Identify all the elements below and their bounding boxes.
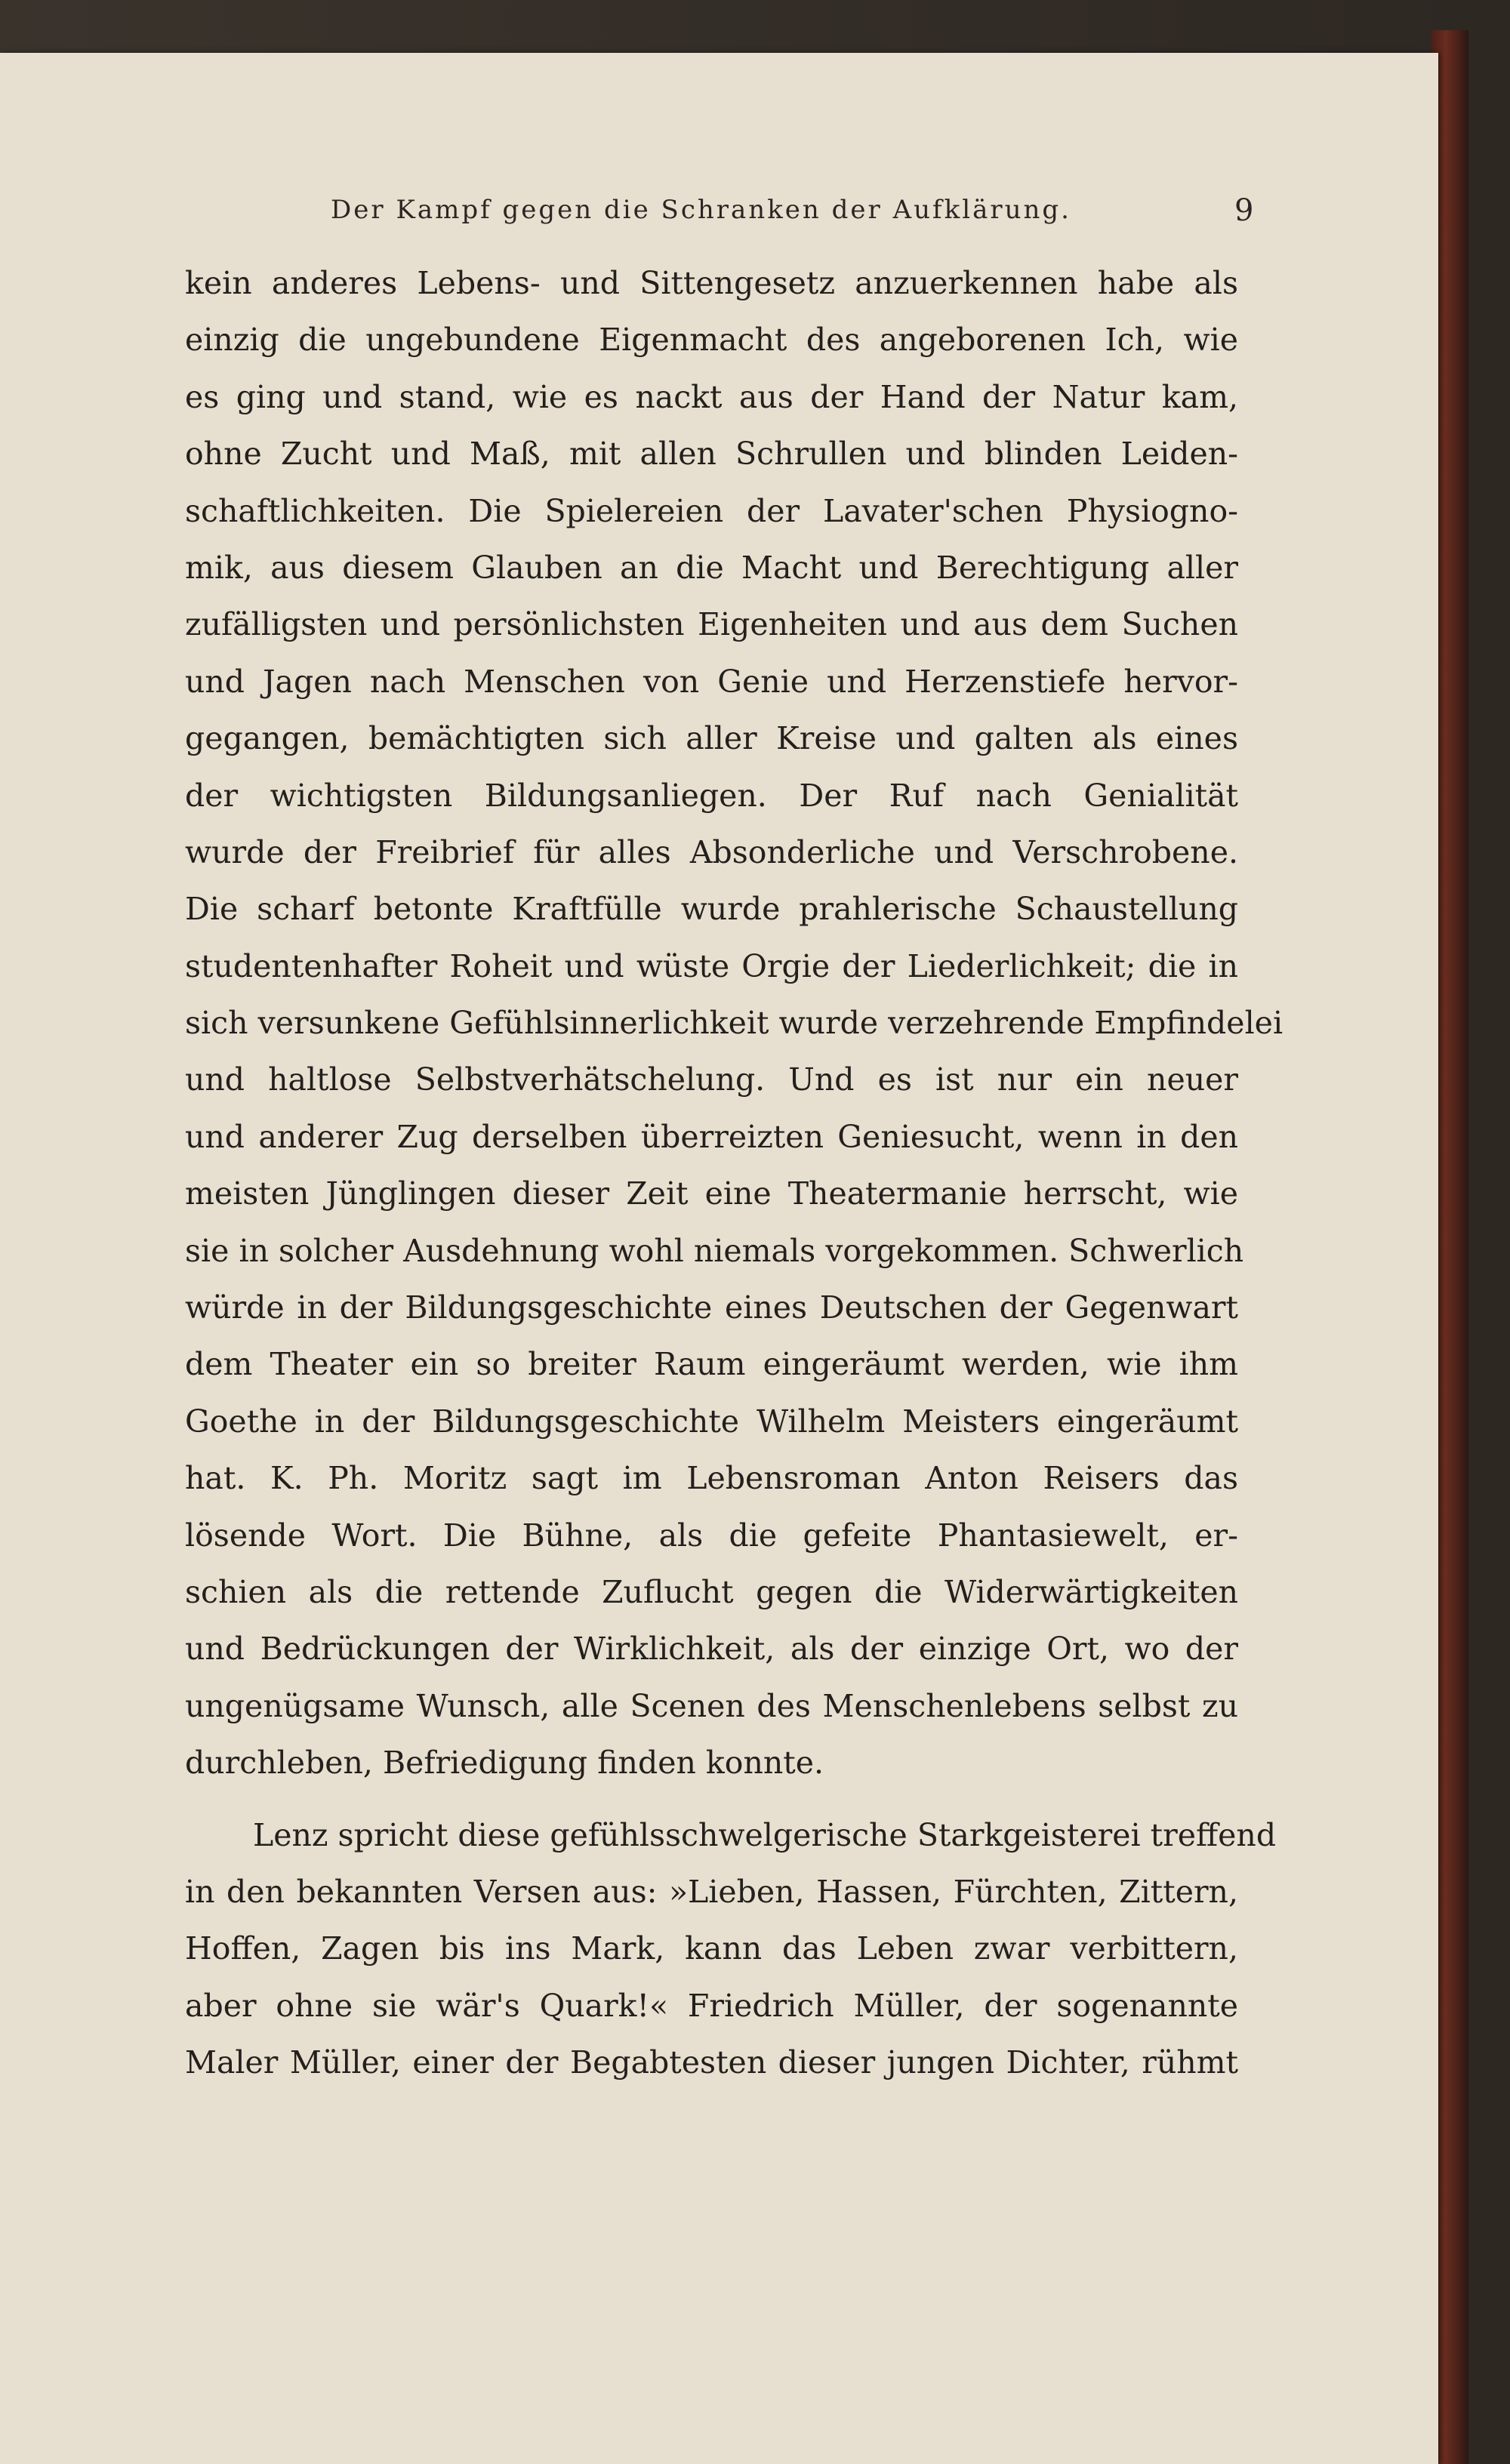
text-line: der wichtigsten Bildungsanliegen. Der Ruf nach Genialität — [185, 777, 1238, 814]
text-line: durchleben, Befriedigung finden konnte. — [185, 1745, 824, 1782]
text-line: schien als die rettende Zuflucht gegen die Widerwärtigkeiten — [185, 1573, 1238, 1610]
text-line: Die scharf betonte Kraftfülle wurde prahlerische Schaustellung — [185, 891, 1238, 928]
text-line: ungenügsame Wunsch, alle Scenen des Menschenlebens selbst zu — [185, 1687, 1238, 1724]
text-line: sich versunkene Gefühlsinnerlichkeit wurde verzehrende Empfindelei — [185, 1005, 1284, 1042]
text-line: gegangen, bemächtigten sich aller Kreise und galten als eines — [185, 720, 1238, 757]
text-line: Maler Müller, einer der Begabtesten dieser jungen Dichter, rühmt — [185, 2044, 1238, 2081]
text-line: schaftlichkeiten. Die Spielereien der Lavater'schen Physiogno- — [185, 492, 1238, 529]
text-line: einzig die ungebundene Eigenmacht des angeborenen Ich, wie — [185, 322, 1238, 359]
text-line: meisten Jünglingen dieser Zeit eine Theatermanie herrscht, wie — [185, 1175, 1238, 1212]
text-line: wurde der Freibrief für alles Absonderliche und Verschrobene. — [185, 833, 1238, 870]
text-line: und anderer Zug derselben überreizten Geniesucht, wenn in den — [185, 1118, 1238, 1155]
text-line: zufälligsten und persönlichsten Eigenheiten und aus dem Suchen — [185, 606, 1238, 643]
paragraph-gap — [185, 1792, 1238, 1807]
text-line: Lenz spricht diese gefühlsschwelgerische Starkgeisterei treffend — [253, 1816, 1277, 1853]
text-line: Goethe in der Bildungsgeschichte Wilhelm Meisters eingeräumt — [185, 1403, 1238, 1440]
text-line: dem Theater ein so breiter Raum eingeräumt werden, wie ihm — [185, 1346, 1238, 1383]
text-line: studentenhafter Roheit und wüste Orgie der Liederlichkeit; die in — [185, 947, 1238, 984]
text-line: Hoffen, Zagen bis ins Mark, kann das Leben zwar verbittern, — [185, 1930, 1238, 1967]
text-line: aber ohne sie wär's Quark!« Friedrich Müller, der sogenannte — [185, 1987, 1238, 2024]
text-line: würde in der Bildungsgeschichte eines Deutschen der Gegenwart — [185, 1289, 1238, 1326]
text-line: mik, aus diesem Glauben an die Macht und Berechtigung aller — [185, 549, 1238, 586]
text-line: und Bedrückungen der Wirklichkeit, als der einzige Ort, wo der — [185, 1631, 1238, 1668]
text-line: ohne Zucht und Maß, mit allen Schrullen und blinden Leiden- — [185, 436, 1238, 473]
text-line: es ging und stand, wie es nackt aus der Hand der Natur kam, — [185, 378, 1238, 415]
page-number: 9 — [1234, 193, 1254, 228]
text-line: und haltlose Selbstverhätschelung. Und es ist nur ein neuer — [185, 1061, 1238, 1098]
text-line: sie in solcher Ausdehnung wohl niemals vorgekommen. Schwerlich — [185, 1232, 1244, 1269]
text-line: lösende Wort. Die Bühne, als die gefeite Phantasiewelt, er- — [185, 1517, 1238, 1554]
body-text — [185, 255, 1284, 2092]
text-line: kein anderes Lebens- und Sittengesetz anzuerkennen habe als — [185, 265, 1238, 301]
text-line: und Jagen nach Menschen von Genie und Herzenstiefe hervor- — [185, 663, 1238, 700]
text-line: in den bekannten Versen aus: »Lieben, Hassen, Fürchten, Zittern, — [185, 1873, 1238, 1910]
running-head: Der Kampf gegen die Schranken der Aufklärung. — [331, 195, 1071, 225]
text-line: hat. K. Ph. Moritz sagt im Lebensroman Anton Reisers das — [185, 1460, 1238, 1497]
